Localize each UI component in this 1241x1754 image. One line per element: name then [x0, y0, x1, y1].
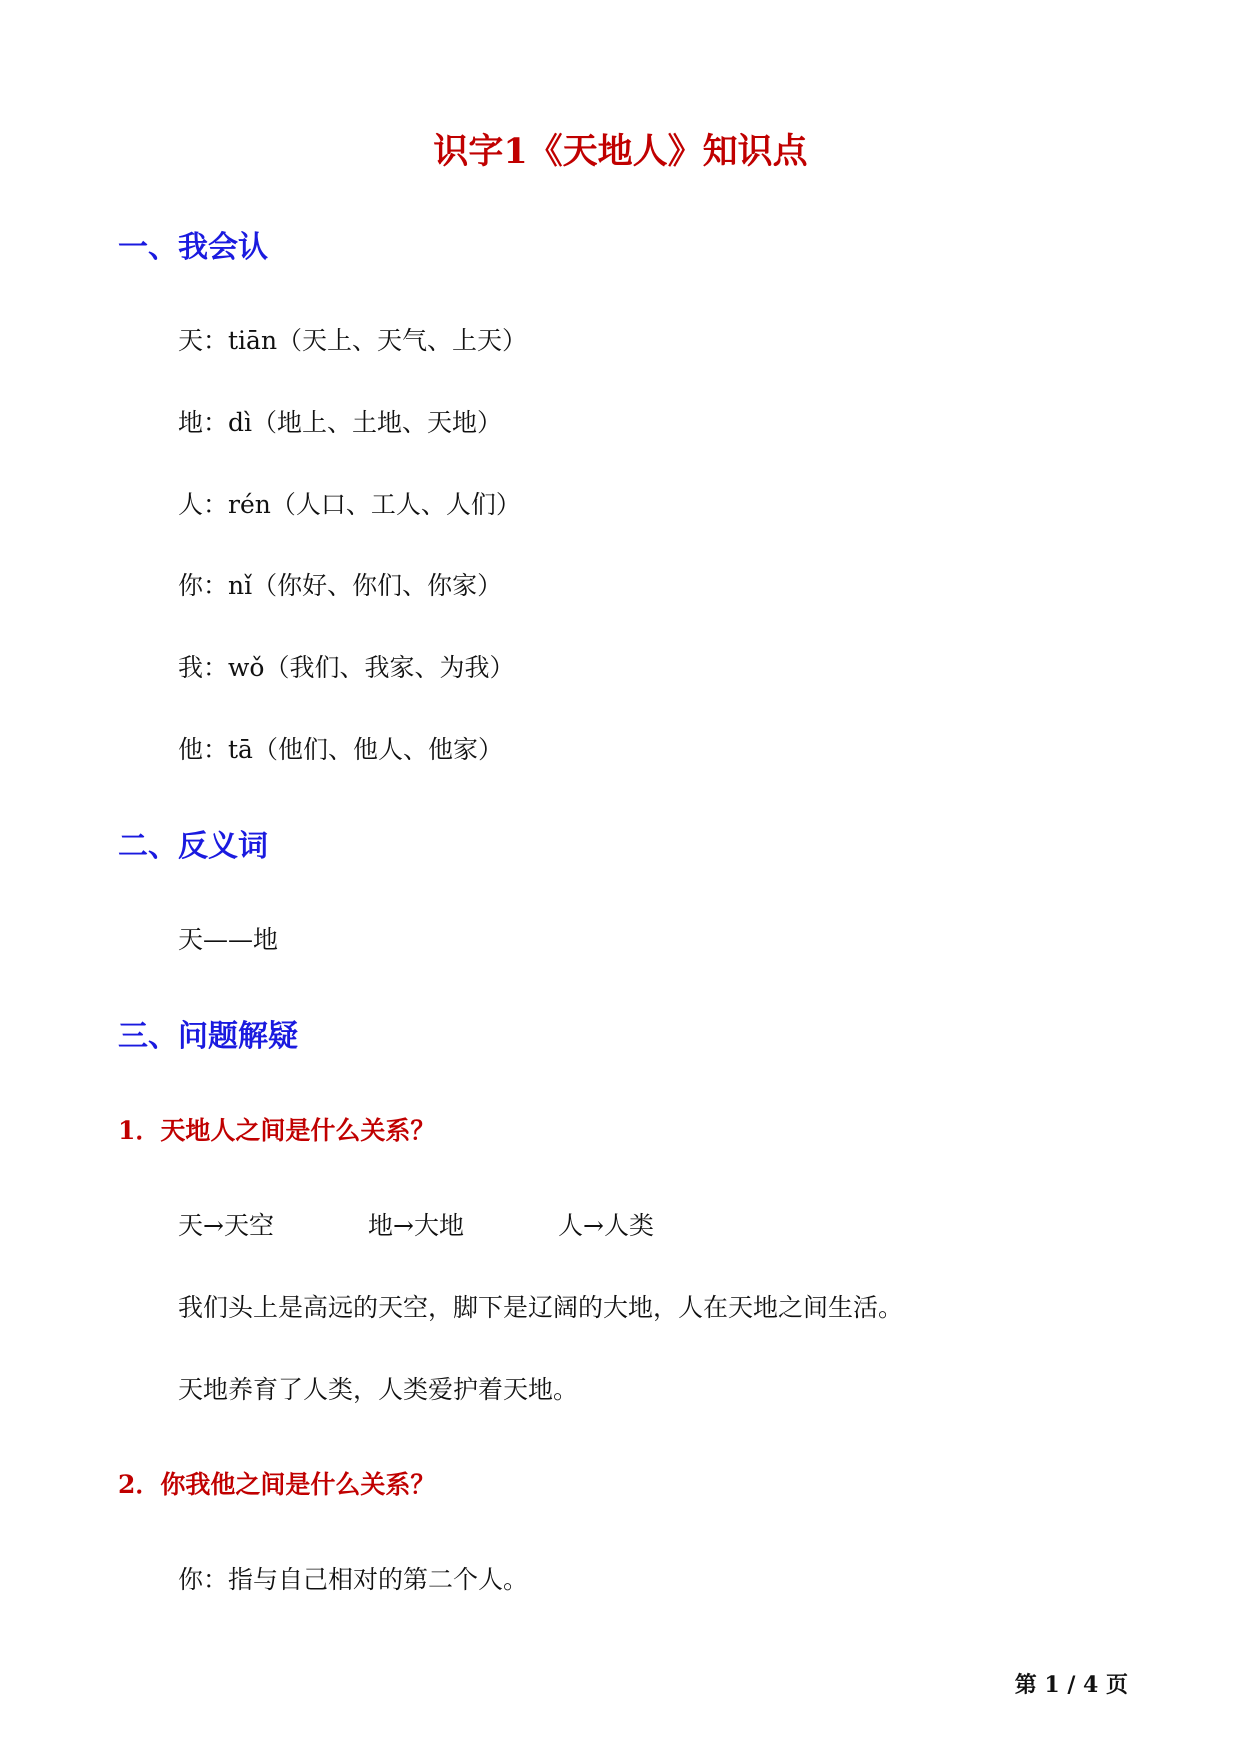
page-number: 第 1 / 4 页 [1014, 1672, 1128, 1698]
document-title: 识字1《天地人》知识点 [433, 131, 808, 172]
relation-pair: 人→人类 [558, 1211, 654, 1240]
answer-line: 我们头上是高远的天空，脚下是辽阔的大地，人在天地之间生活。 [178, 1293, 904, 1322]
answer-line: 你：指与自己相对的第二个人。 [178, 1565, 529, 1594]
section-heading-recognize: 一、我会认 [118, 230, 268, 265]
char-item-ren: 人：rén（人口、工人、人们） [178, 490, 521, 519]
relation-pair: 天→天空 [178, 1211, 274, 1240]
relation-pairs-row [178, 1208, 778, 1244]
answer-line: 天地养育了人类，人类爱护着天地。 [178, 1375, 579, 1404]
char-item-ta: 他：tā（他们、他人、他家） [178, 735, 503, 764]
char-item-wo: 我：wǒ（我们、我家、为我） [178, 653, 515, 682]
section-heading-questions: 三、问题解疑 [118, 1019, 298, 1054]
question-2: 2．你我他之间是什么关系？ [118, 1470, 436, 1499]
char-item-ni: 你：nǐ（你好、你们、你家） [178, 571, 503, 600]
question-1: 1．天地人之间是什么关系？ [118, 1116, 436, 1145]
char-item-tian: 天：tiān（天上、天气、上天） [178, 326, 528, 355]
section-heading-antonyms: 二、反义词 [118, 829, 268, 864]
antonym-item: 天——地 [178, 925, 279, 954]
char-item-di: 地：dì（地上、土地、天地） [178, 408, 503, 437]
relation-pair: 地→大地 [368, 1211, 464, 1240]
